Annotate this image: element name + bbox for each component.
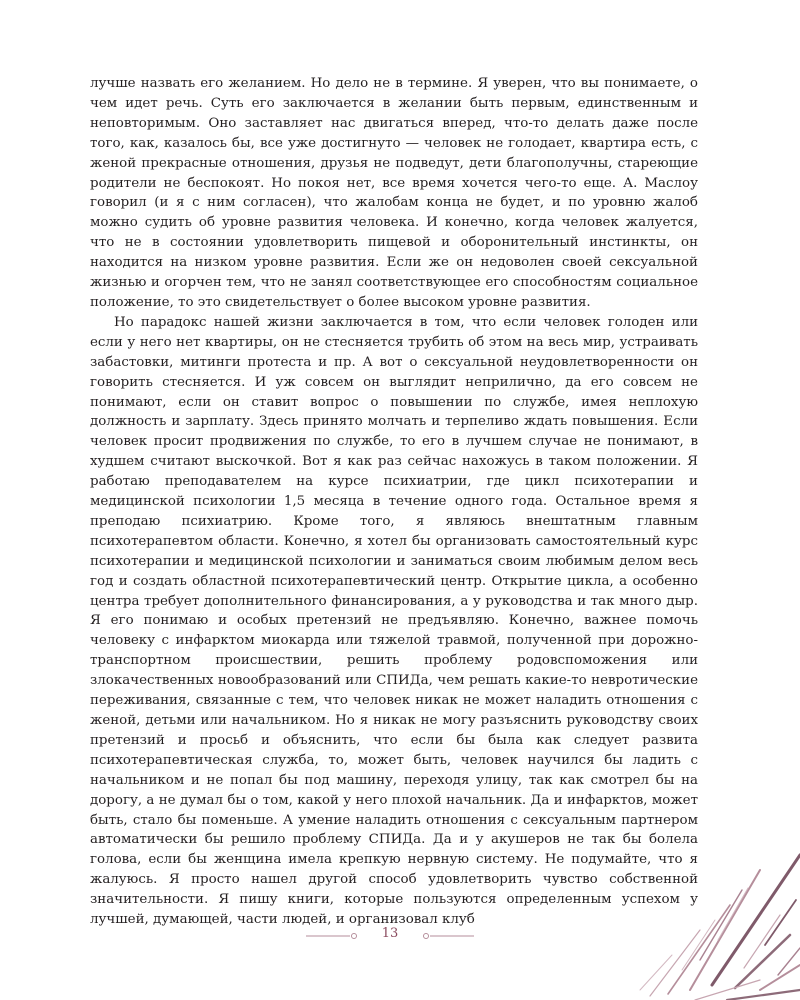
paragraph-1: лучше назвать его желанием. Но дело не в термине. Я уверен, что вы понимаете, о чем идет речь. Суть его заключается в желании быть первым, единственным и неповторимым. Оно заставляет нас двигаться вперед, что-то делать даже после того, как, казалось бы, все уже достигнуто — человек не голодает, квартира есть, с женой прекрасные отношения, друзья не подведут, дети благополучны, стареющие родители не беспокоят. Но покоя нет, все время хочется чего-то еще. А. Маслоу говорил (и я с ним согласен), что жалобам конца не будет, и по уровню жалоб можно судить об уровне развития человека. И конечно, когда человек жалуется, что не в состоянии удовлетворить пищевой и оборонительный инстинкты, он находится на низком уровне развития. Если же он недоволен своей сексуальной жизнью и огорчен тем, что не занял соответствующее его способностям социальное положение, то это свидетельствует о более высоком уровне развития. bbox=[90, 76, 698, 310]
footer-dot-left bbox=[352, 934, 357, 939]
body-text bbox=[90, 74, 698, 930]
footer-dot-right bbox=[424, 934, 429, 939]
paragraph-2: Но парадокс нашей жизни заключается в том, что если человек голоден или если у него нет квартиры, он не стесняется трубить об этом на весь мир, устраивать забастовки, митинги протеста и пр. А вот о сексуальной неудовлетворенности он говорить стесняется. И уж совсем он выглядит неприлично, да его совсем не понимают, если он ставит вопрос о повышении по службе, имея неплохую должность и зарплату. Здесь принято молчать и терпеливо ждать повышения. Если человек просит продвижения по службе, то его в лучшем случае не понимают, в худшем считают выскочкой. Вот я как раз сейчас нахожусь в таком положении. Я работаю преподавателем на курсе психиатрии, где цикл психотерапии и медицинской психологии 1,5 месяца в течение одного года. Остальное время я преподаю психиатрию. Кроме того, я являюсь внештатным главным психотерапевтом области. Конечно, я хотел бы организовать самостоятельный курс психотерапии и медицинской психологии и заниматься своим любимым делом весь год и создать областной психотерапевтический центр. Открытие цикла, а особенно центра требует дополнительного финансирования, а у руководства и так много дыр. Я его понимаю и особых претензий не предъявляю. Конечно, важнее помочь человеку с инфарктом миокарда или тяжелой травмой, полученной при дорожно-транспортном происшествии, решить проблему родовспоможения или злокачественных новообразований или СПИДа, чем решать какие-то невротические переживания, связанные с тем, что человек никак не может наладить отношения с женой, детьми или начальником. Но я никак не могу разъяснить руководству своих претензий и просьб и объяснить, что если бы была как следует развита психотерапевтическая служба, то, может быть, человек научился бы ладить с начальником и не попал бы под машину, переходя улицу, так как смотрел бы на дорогу, а не думал бы о том, какой у него плохой начальник. Да и инфарктов, может быть, стало бы поменьше. А умение наладить отношения с сексуальным партнером автоматически бы решило проблему СПИДа. Да и у акушеров не так бы болела голова, если бы женщина имела крепкую нервную систему. Не подумайте, что я жалуюсь. Я просто нашел другой способ удовлетворить чувство собственной значительности. Я пишу книги, которые пользуются определенным успехом у лучшей, думающей, части людей, и организовал клуб bbox=[90, 314, 698, 928]
page-number: 13 bbox=[381, 926, 399, 941]
